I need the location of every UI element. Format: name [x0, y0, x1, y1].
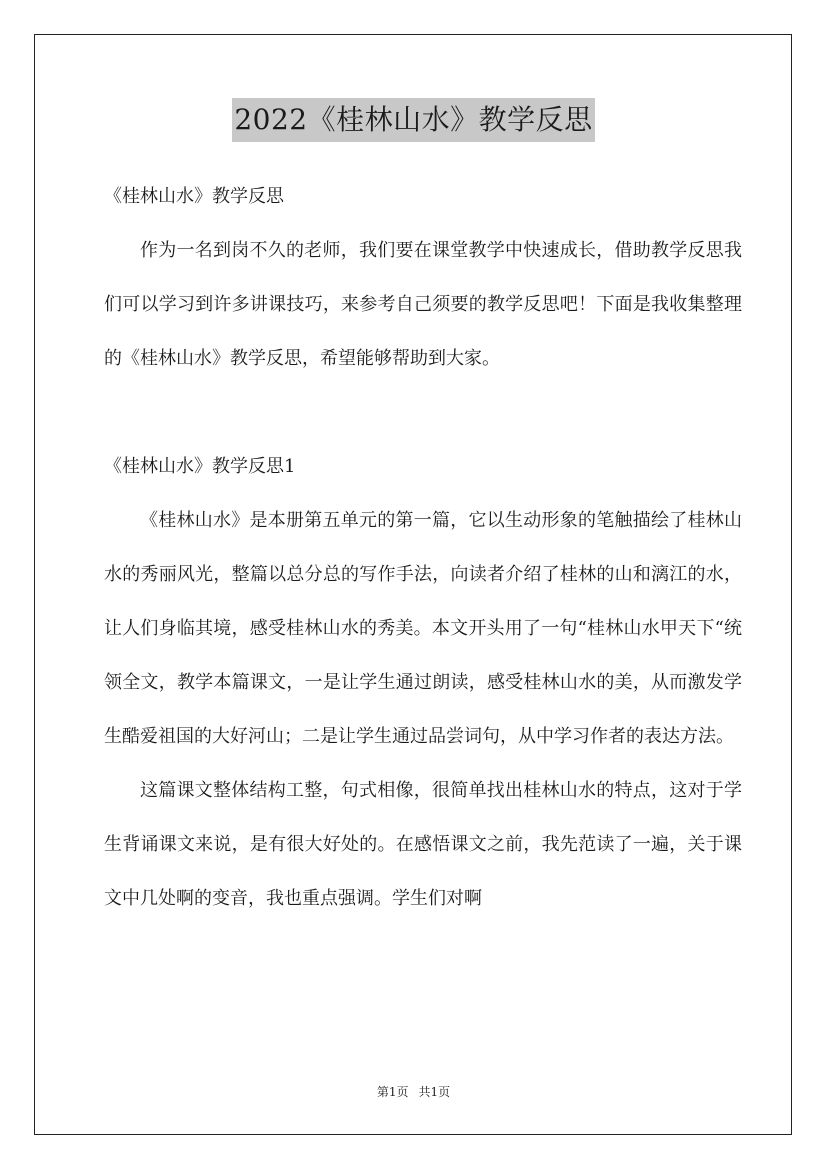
document-body	[104, 170, 742, 926]
page-footer	[0, 1082, 827, 1102]
document-title: 2022《桂林山水》教学反思	[232, 98, 594, 142]
page-total: 共1页	[418, 1085, 451, 1099]
body-paragraph-2: 这篇课文整体结构工整，句式相像，很简单找出桂林山水的特点，这对于学生背诵课文来说，是有很大好处的。在感悟课文之前，我先范读了一遍，关于课文中几处啊的变音，我也重点强调。学生们对啊	[104, 780, 742, 909]
section-heading: 《桂林山水》教学反思1	[104, 456, 296, 477]
document-subtitle: 《桂林山水》教学反思	[104, 186, 284, 207]
blank-line	[104, 386, 742, 440]
intro-paragraph: 作为一名到岗不久的老师，我们要在课堂教学中快速成长，借助教学反思我们可以学习到许多讲课技巧，来参考自己须要的教学反思吧！下面是我收集整理的《桂林山水》教学反思，希望能够帮助到大家。	[104, 240, 742, 369]
body-paragraph-1: 《桂林山水》是本册第五单元的第一篇，它以生动形象的笔触描绘了桂林山水的秀丽风光，整篇以总分总的写作手法，向读者介绍了桂林的山和漓江的水，让人们身临其境，感受桂林山水的秀美。本文开头用了一句“桂林山水甲天下“统领全文，教学本篇课文，一是让学生通过朗读，感受桂林山水的美，从而激发学生酷爱祖国的大好河山；二是让学生通过品尝词句，从中学习作者的表达方法。	[104, 510, 742, 747]
title-container	[0, 98, 827, 142]
page-number: 第1页	[376, 1085, 409, 1099]
